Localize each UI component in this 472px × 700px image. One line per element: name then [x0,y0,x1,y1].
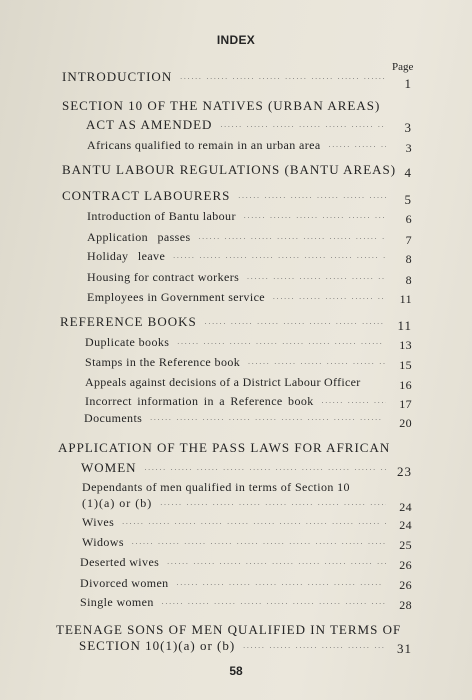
dot-leader [220,121,386,129]
entry-label: Appeals against decisions of a District Labour Officer [85,375,361,389]
entry-label: Single women [80,595,154,609]
dot-leader [244,212,386,220]
entry-documents [84,411,412,430]
entry-page: 7 [405,233,412,247]
entry-housing-contract-workers [87,270,412,285]
entry-page: 26 [399,558,412,572]
entry-label: Stamps in the Reference book [85,355,241,369]
entry-page: 4 [404,165,412,180]
entry-dependants [82,496,412,514]
entry-dependants-line1: Dependants of men qualified in terms of Section 10 [82,480,350,494]
entry-label: Deserted wives [80,555,160,569]
dot-leader [162,598,386,606]
dot-leader [199,233,386,241]
entry-introduction [62,69,412,91]
entry-label: Divorced women [80,576,169,590]
entry-page: 11 [397,318,412,333]
entry-page: 25 [399,538,412,552]
dot-leader [177,338,386,346]
entry-page: 8 [405,273,412,287]
dot-leader [132,538,386,546]
dot-leader [205,318,386,326]
entry-teenage-sons [79,638,412,654]
entry-duplicate-books [85,335,412,350]
entry-pass-laws-line1: APPLICATION OF THE PASS LAWS FOR AFRICAN [58,440,391,455]
dot-leader [322,397,386,405]
entry-title: INTRODUCTION [62,69,173,84]
entry-page: 17 [399,397,412,411]
entry-label: Widows [82,535,124,549]
dot-leader [329,141,386,149]
entry-page: 16 [399,378,412,392]
entry-label: Introduction of Bantu labour [87,209,236,223]
dot-leader [173,252,386,260]
page-title: INDEX [216,33,256,47]
entry-page: 24 [399,518,412,532]
entry-page: 3 [405,141,412,155]
entry-widows [82,535,412,550]
dot-leader [177,579,386,587]
entry-label: Employees in Government service [87,290,266,304]
entry-teenage-sons-line1: TEENAGE SONS OF MEN QUALIFIED IN TERMS OF [56,622,402,637]
entry-page: 1 [404,76,412,91]
entry-label: Holiday leave [87,249,166,263]
entry-section-10 [86,117,412,133]
dot-leader [238,192,386,200]
entry-pass-laws-women [81,460,412,479]
dot-leader [247,273,386,281]
entry-page: 5 [404,192,412,207]
dot-leader [243,642,386,650]
entry-reference-books [60,314,412,333]
entry-deserted-wives [80,555,412,570]
entry-application-passes [87,230,412,245]
entry-africans-qualified [87,138,412,153]
entry-page: 26 [399,578,412,592]
entry-label: Africans qualified to remain in an urban area [87,138,321,152]
page-column-label: Page [392,61,414,73]
entry-stamps-reference-book [85,355,412,370]
entry-title: SECTION 10(1)(a) or (b) [79,638,236,653]
footer-page-number: 58 [229,664,243,678]
dot-leader [273,293,386,301]
entry-page: 8 [405,252,412,266]
entry-page: 3 [404,120,412,135]
entry-employees-government-service [87,290,412,305]
dot-leader [150,414,386,422]
entry-label: Duplicate books [85,335,170,349]
entry-introduction-bantu-labour [87,209,412,224]
entry-title: WOMEN [81,460,137,475]
entry-page: 6 [405,212,412,226]
entry-page: 31 [397,641,412,656]
entry-page: 15 [399,358,412,372]
entry-wives [82,515,412,530]
entry-title: ACT AS AMENDED [86,117,213,132]
dot-leader [248,358,386,366]
entry-bantu-labour-regulations [62,162,412,178]
entry-label: Application passes [87,230,191,244]
entry-page: 28 [399,598,412,612]
entry-page: 13 [399,338,412,352]
entry-page: 23 [397,464,412,479]
entry-holiday-leave [87,249,412,264]
entry-divorced-women [80,576,412,591]
entry-contract-labourers [62,188,412,207]
entry-section-10-line1: SECTION 10 OF THE NATIVES (URBAN AREAS) [62,98,381,113]
entry-label: Incorrect information in a Reference book [85,394,314,408]
entry-page: 11 [399,292,412,306]
entry-page: 20 [399,416,412,430]
entry-label: (1)(a) or (b) [82,496,153,510]
entry-title: BANTU LABOUR REGULATIONS (BANTU AREAS) [62,162,397,177]
entry-title: CONTRACT LABOURERS [62,188,231,203]
entry-label: Housing for contract workers [87,270,240,284]
entry-incorrect-information [85,394,412,409]
dot-leader [180,73,386,81]
entry-label: Wives [82,515,115,529]
dot-leader [167,558,386,566]
entry-appeals-district-labour-officer [85,375,412,390]
entry-single-women [80,595,412,610]
dot-leader [145,464,386,472]
dot-leader [122,518,386,526]
entry-title: REFERENCE BOOKS [60,314,197,329]
entry-label: Documents [84,411,143,425]
dot-leader [160,499,386,507]
entry-page: 24 [399,500,412,514]
